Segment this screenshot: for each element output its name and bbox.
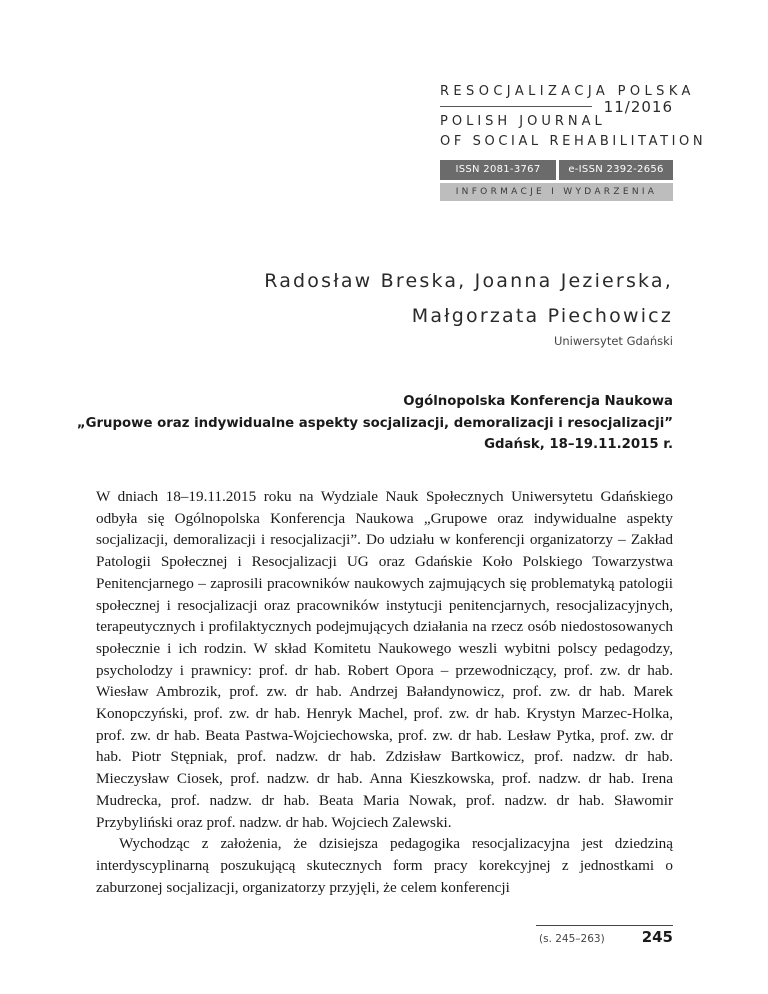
body-paragraph: W dniach 18–19.11.2015 roku na Wydziale Nauk Społecznych Uniwersytetu Gdańskiego odbyła się Ogólnopolska Konferencja Naukowa „Grupowe oraz indywidualne aspekty socjalizacji, demoralizacji i resocjalizacji”. Do udziału w konferencji organizatorzy – Zakład Patologii Społecznej i Resocjalizacji UG oraz Gdańskie Koło Polskiego Towarzystwa Penitencjarnego – zaprosili pracowników naukowych zajmujących się problematyką patologii społecznej i resocjalizacji oraz pracowników instytucji penitencjarnych, resocjalizacyjnych, terapeutycznych i profilaktycznych podejmujących działania na rzecz osób niedostosowanych społecznie i ich rodzin. W skład Komitetu Naukowego weszli wybitni polscy pedagodzy, psycholodzy i prawnicy: prof. dr hab. Robert Opora – przewodniczący, prof. zw. dr hab. Wiesław Ambrozik, prof. zw. dr hab. Andrzej Bałandynowicz, prof. zw. dr hab. Marek Konopczyński, prof. zw. dr hab. Henryk Machel, prof. zw. dr hab. Krystyn Marzec-Holka, prof. zw. dr hab. Beata Pastwa-Wojciechowska, prof. zw. dr hab. Lesław Pytka, prof. zw. dr hab. Piotr Stępniak, prof. nadzw. dr hab. Zdzisław Bartkowicz, prof. nadzw. dr hab. Mieczysław Ciosek, prof. nadzw. dr hab. Anna Kieszkowska, prof. nadzw. dr hab. Irena Mudrecka, prof. nadzw. dr hab. Beata Maria Nowak, prof. nadzw. dr hab. Sławomir Przybyliński oraz prof. nadzw. dr hab. Wojciech Zalewski. xyxy=(96,488,673,831)
footer-divider xyxy=(536,925,673,926)
conference-name: Ogólnopolska Konferencja Naukowa xyxy=(403,394,673,409)
eissn-badge: e-ISSN 2392-2656 xyxy=(559,160,673,180)
authors-line1: Radosław Breska, Joanna Jezierska, xyxy=(264,270,673,292)
author-affiliation: Uniwersytet Gdański xyxy=(553,334,673,348)
page-range: (s. 245–263) xyxy=(539,933,605,945)
journal-title: RESOCJALIZACJA POLSKA xyxy=(440,84,695,99)
section-label: INFORMACJE I WYDARZENIA xyxy=(440,183,673,201)
journal-title-en-line1: POLISH JOURNAL xyxy=(440,114,606,129)
conference-place-date: Gdańsk, 18–19.11.2015 r. xyxy=(484,437,673,452)
page-number: 245 xyxy=(641,928,673,946)
journal-issue: 11/2016 xyxy=(603,98,673,116)
issn-badge: ISSN 2081-3767 xyxy=(440,160,556,180)
article-body xyxy=(96,486,673,898)
body-paragraph: Wychodząc z założenia, że dzisiejsza pedagogika resocjalizacyjna jest dziedziną interdyscyplinarną poszukującą skutecznych form pracy korekcyjnej z jednostkami o zaburzonej socjalizacji, organizatorzy przyjęli, że celem konferencji xyxy=(96,835,673,896)
journal-title-en-line2: OF SOCIAL REHABILITATION xyxy=(440,134,707,149)
header-divider xyxy=(440,106,592,107)
authors-line2: Małgorzata Piechowicz xyxy=(411,305,673,327)
conference-theme: „Grupowe oraz indywidualne aspekty socjalizacji, demoralizacji i resocjalizacji” xyxy=(76,416,673,431)
